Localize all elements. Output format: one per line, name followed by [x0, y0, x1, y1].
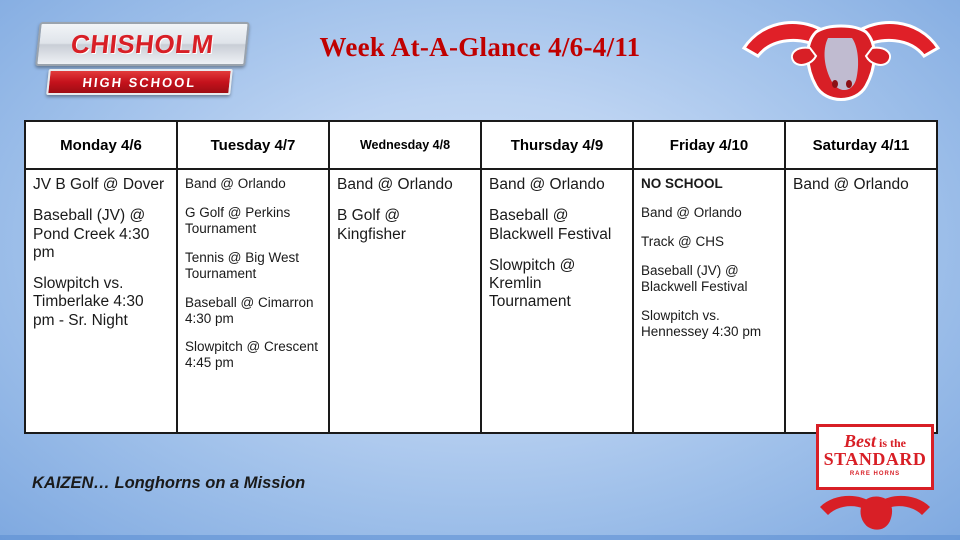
event-item-no-school: NO SCHOOL: [641, 176, 723, 191]
event-item: Band @ Orlando: [185, 176, 286, 191]
event-item: Band @ Orlando: [641, 204, 742, 220]
event-item: Baseball (JV) @ Blackwell Festival: [641, 262, 748, 294]
logo-subtitle: HIGH SCHOOL: [81, 74, 198, 90]
slogan-text: KAIZEN… Longhorns on a Mission: [32, 474, 306, 492]
best-is-the-standard-badge: [816, 424, 940, 536]
event-item: Baseball (JV) @ Pond Creek 4:30 pm: [33, 207, 150, 261]
badge-word-is-the: is the: [876, 436, 906, 450]
table-row: [25, 169, 937, 433]
cell-saturday: [785, 169, 937, 433]
event-item: Slowpitch @ Kremlin Tournament: [489, 256, 576, 311]
event-item: Band @ Orlando: [489, 176, 605, 193]
cell-tuesday: [177, 169, 329, 433]
cell-friday: [633, 169, 785, 433]
badge-line-3: RARE HORNS: [849, 470, 901, 477]
event-item: JV B Golf @ Dover: [33, 176, 165, 193]
event-item: Slowpitch vs. Timberlake 4:30 pm - Sr. Night: [33, 275, 144, 329]
bottom-accent-bar: [0, 535, 960, 540]
event-item: Band @ Orlando: [337, 176, 453, 193]
column-header-thursday: Thursday 4/9: [481, 121, 633, 169]
event-item: Track @ CHS: [641, 233, 724, 249]
logo-subtitle-plate: [46, 69, 233, 95]
badge-word-best: Best: [843, 431, 876, 451]
event-item: G Golf @ Perkins Tournament: [185, 204, 291, 236]
cell-thursday: [481, 169, 633, 433]
logo-school-name: CHISHOLM: [69, 28, 216, 59]
chisholm-high-school-logo: [32, 22, 246, 94]
event-item: Baseball @ Blackwell Festival: [489, 207, 612, 243]
event-item: B Golf @ Kingfisher: [337, 207, 406, 243]
page-title: Week At-A-Glance 4/6-4/11: [319, 32, 641, 62]
badge-line-2: STANDARD: [823, 449, 927, 469]
column-header-monday: Monday 4/6: [25, 121, 177, 169]
event-item: Slowpitch @ Crescent 4:45 pm: [185, 339, 319, 371]
badge-box: [816, 424, 934, 490]
cell-wednesday: [329, 169, 481, 433]
badge-longhorn-icon: [816, 491, 934, 531]
event-item: Baseball @ Cimarron 4:30 pm: [185, 294, 314, 326]
week-at-a-glance-table: [24, 120, 938, 434]
logo-school-name-plate: [35, 22, 250, 66]
longhorn-mascot-icon: [736, 8, 946, 112]
column-header-friday: Friday 4/10: [633, 121, 785, 169]
event-item: Slowpitch vs. Hennessey 4:30 pm: [641, 307, 762, 339]
column-header-wednesday: Wednesday 4/8: [329, 121, 481, 169]
column-header-tuesday: Tuesday 4/7: [177, 121, 329, 169]
badge-line-1: [823, 432, 927, 450]
cell-monday: [25, 169, 177, 433]
event-item: Band @ Orlando: [793, 176, 909, 193]
column-header-saturday: Saturday 4/11: [785, 121, 937, 169]
event-item: Tennis @ Big West Tournament: [185, 249, 299, 281]
table-header-row: [25, 121, 937, 169]
